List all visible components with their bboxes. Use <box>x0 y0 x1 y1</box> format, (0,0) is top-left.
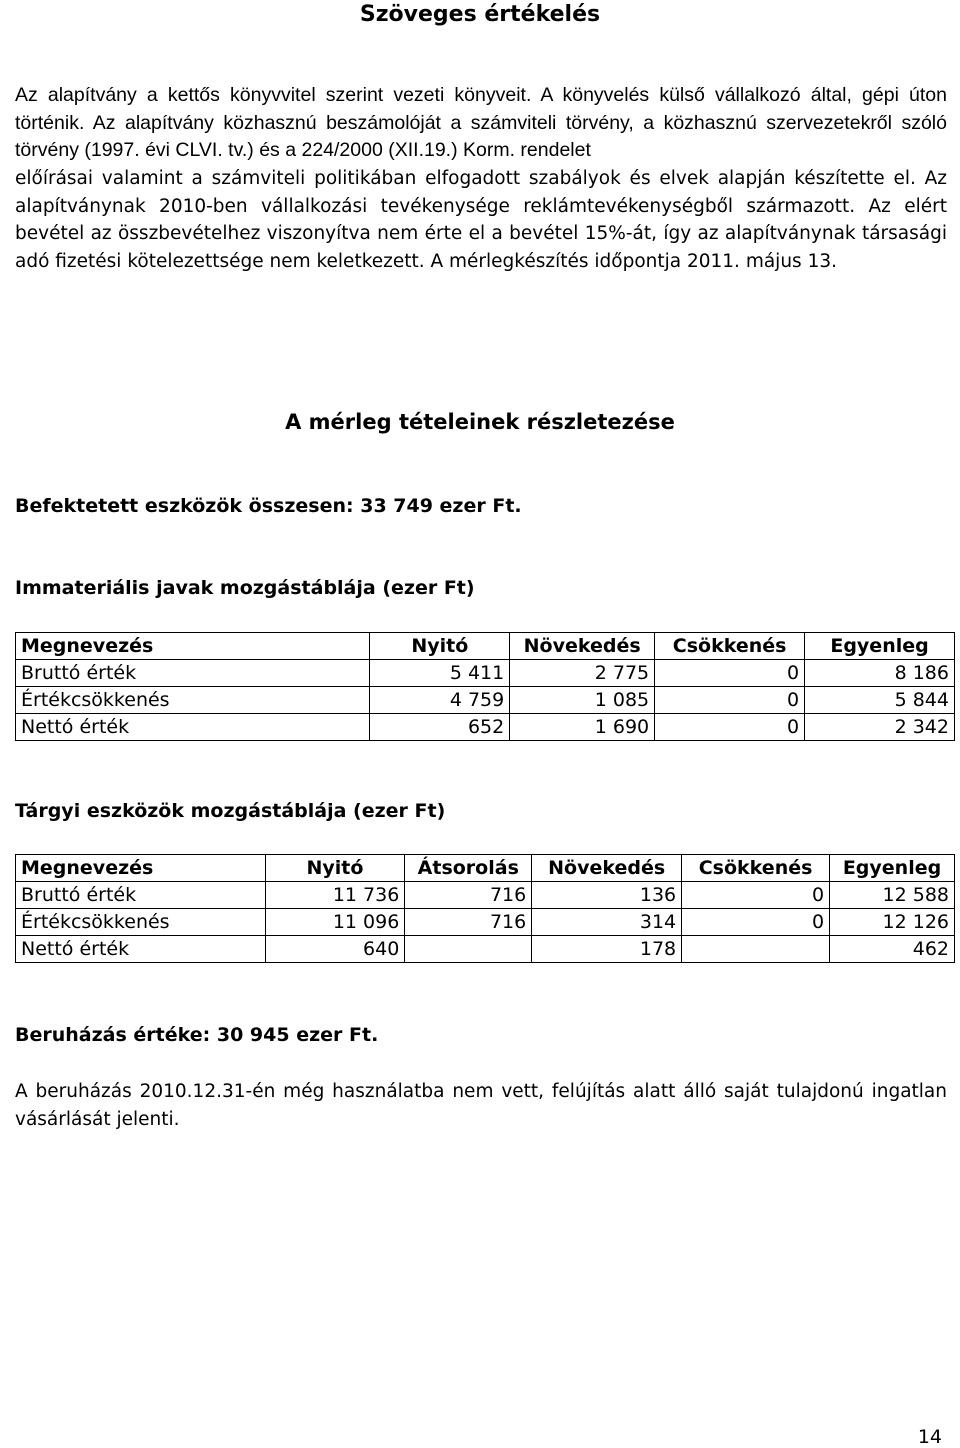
table-row <box>16 687 955 714</box>
table-cell: Értékcsökkenés <box>16 687 370 714</box>
table-cell: Nettó érték <box>16 936 266 963</box>
tangible-table-title: Tárgyi eszközök mozgástáblája (ezer Ft) <box>15 800 446 822</box>
table-cell: 136 <box>532 882 682 909</box>
table-cell: 2 775 <box>510 660 655 687</box>
column-header: Növekedés <box>510 633 655 660</box>
column-header: Növekedés <box>532 855 682 882</box>
investment-value: Beruházás értéke: 30 945 ezer Ft. <box>15 1024 379 1046</box>
table-cell: 0 <box>682 882 830 909</box>
table-cell: 8 186 <box>805 660 955 687</box>
table-cell: 1 085 <box>510 687 655 714</box>
table-row <box>16 909 955 936</box>
table-cell: 178 <box>532 936 682 963</box>
intangible-movement-table <box>15 632 955 741</box>
table-cell: 1 690 <box>510 714 655 741</box>
tangible-movement-table <box>15 854 955 963</box>
table-cell: Bruttó érték <box>16 882 266 909</box>
table-cell: Bruttó érték <box>16 660 370 687</box>
table-cell: Értékcsökkenés <box>16 909 266 936</box>
page-title: Szöveges értékelés <box>359 2 601 27</box>
column-header: Átsorolás <box>405 855 532 882</box>
table-row <box>16 714 955 741</box>
table-cell: 314 <box>532 909 682 936</box>
table-cell: 2 342 <box>805 714 955 741</box>
column-header: Egyenleg <box>830 855 955 882</box>
intro-paragraph-part-1: Az alapítvány a kettős könyvvitel szerint vezeti könyveit. A könyvelés külső vállalkozó által, gépi úton történik. Az alapítvány közhasznú beszámolóját a számviteli törvény, a közhasznú szervezetekről szóló törvény (1997. évi CLVI. tv.) és a 224/2000 (XII.19.) Korm. rendelet <box>15 84 947 161</box>
intangible-table-title: Immateriális javak mozgástáblája (ezer Ft) <box>15 577 475 599</box>
table-cell: 716 <box>405 909 532 936</box>
table-cell: 0 <box>655 660 805 687</box>
column-header: Nyitó <box>265 855 405 882</box>
table-cell: 640 <box>265 936 405 963</box>
intro-paragraph-part-2: előírásai valamint a számviteli politikában elfogadott szabályok és elvek alapján készítette el. Az alapítványnak 2010-ben vállalkozási tevékenysége reklámtevékenységből származott. Az elért bevétel az összbevételhez viszonyítva nem érte el a bevétel 15%-át, így az alapítványnak társasági adó fizetési kötelezettsége nem keletkezett. A mérlegkészítés időpontja 2011. május 13. <box>15 168 947 272</box>
column-header: Nyitó <box>370 633 510 660</box>
section-heading: A mérleg tételeinek részletezése <box>285 410 675 434</box>
column-header: Megnevezés <box>16 855 266 882</box>
column-header: Egyenleg <box>805 633 955 660</box>
column-header: Megnevezés <box>16 633 370 660</box>
table-cell: 5 411 <box>370 660 510 687</box>
table-cell: 0 <box>655 714 805 741</box>
table-cell: 11 736 <box>265 882 405 909</box>
invested-assets-total: Befektetett eszközök összesen: 33 749 ezer Ft. <box>15 495 522 517</box>
column-header: Csökkenés <box>682 855 830 882</box>
column-header: Csökkenés <box>655 633 805 660</box>
table-cell <box>682 936 830 963</box>
table-cell: 462 <box>830 936 955 963</box>
table-cell: 652 <box>370 714 510 741</box>
table-cell: 12 588 <box>830 882 955 909</box>
table-row <box>16 882 955 909</box>
table-cell: 11 096 <box>265 909 405 936</box>
table-header-row <box>16 633 955 660</box>
table-cell: 716 <box>405 882 532 909</box>
table-cell: 12 126 <box>830 909 955 936</box>
table-cell: 4 759 <box>370 687 510 714</box>
table-row <box>16 936 955 963</box>
table-header-row <box>16 855 955 882</box>
page-number: 14 <box>917 1426 942 1448</box>
table-row <box>16 660 955 687</box>
table-cell: Nettó érték <box>16 714 370 741</box>
investment-description: A beruházás 2010.12.31-én még használatba nem vett, felújítás alatt álló saját tulajdonú ingatlan vásárlását jelenti. <box>15 1081 947 1130</box>
table-cell <box>405 936 532 963</box>
table-cell: 0 <box>655 687 805 714</box>
table-cell: 0 <box>682 909 830 936</box>
table-cell: 5 844 <box>805 687 955 714</box>
